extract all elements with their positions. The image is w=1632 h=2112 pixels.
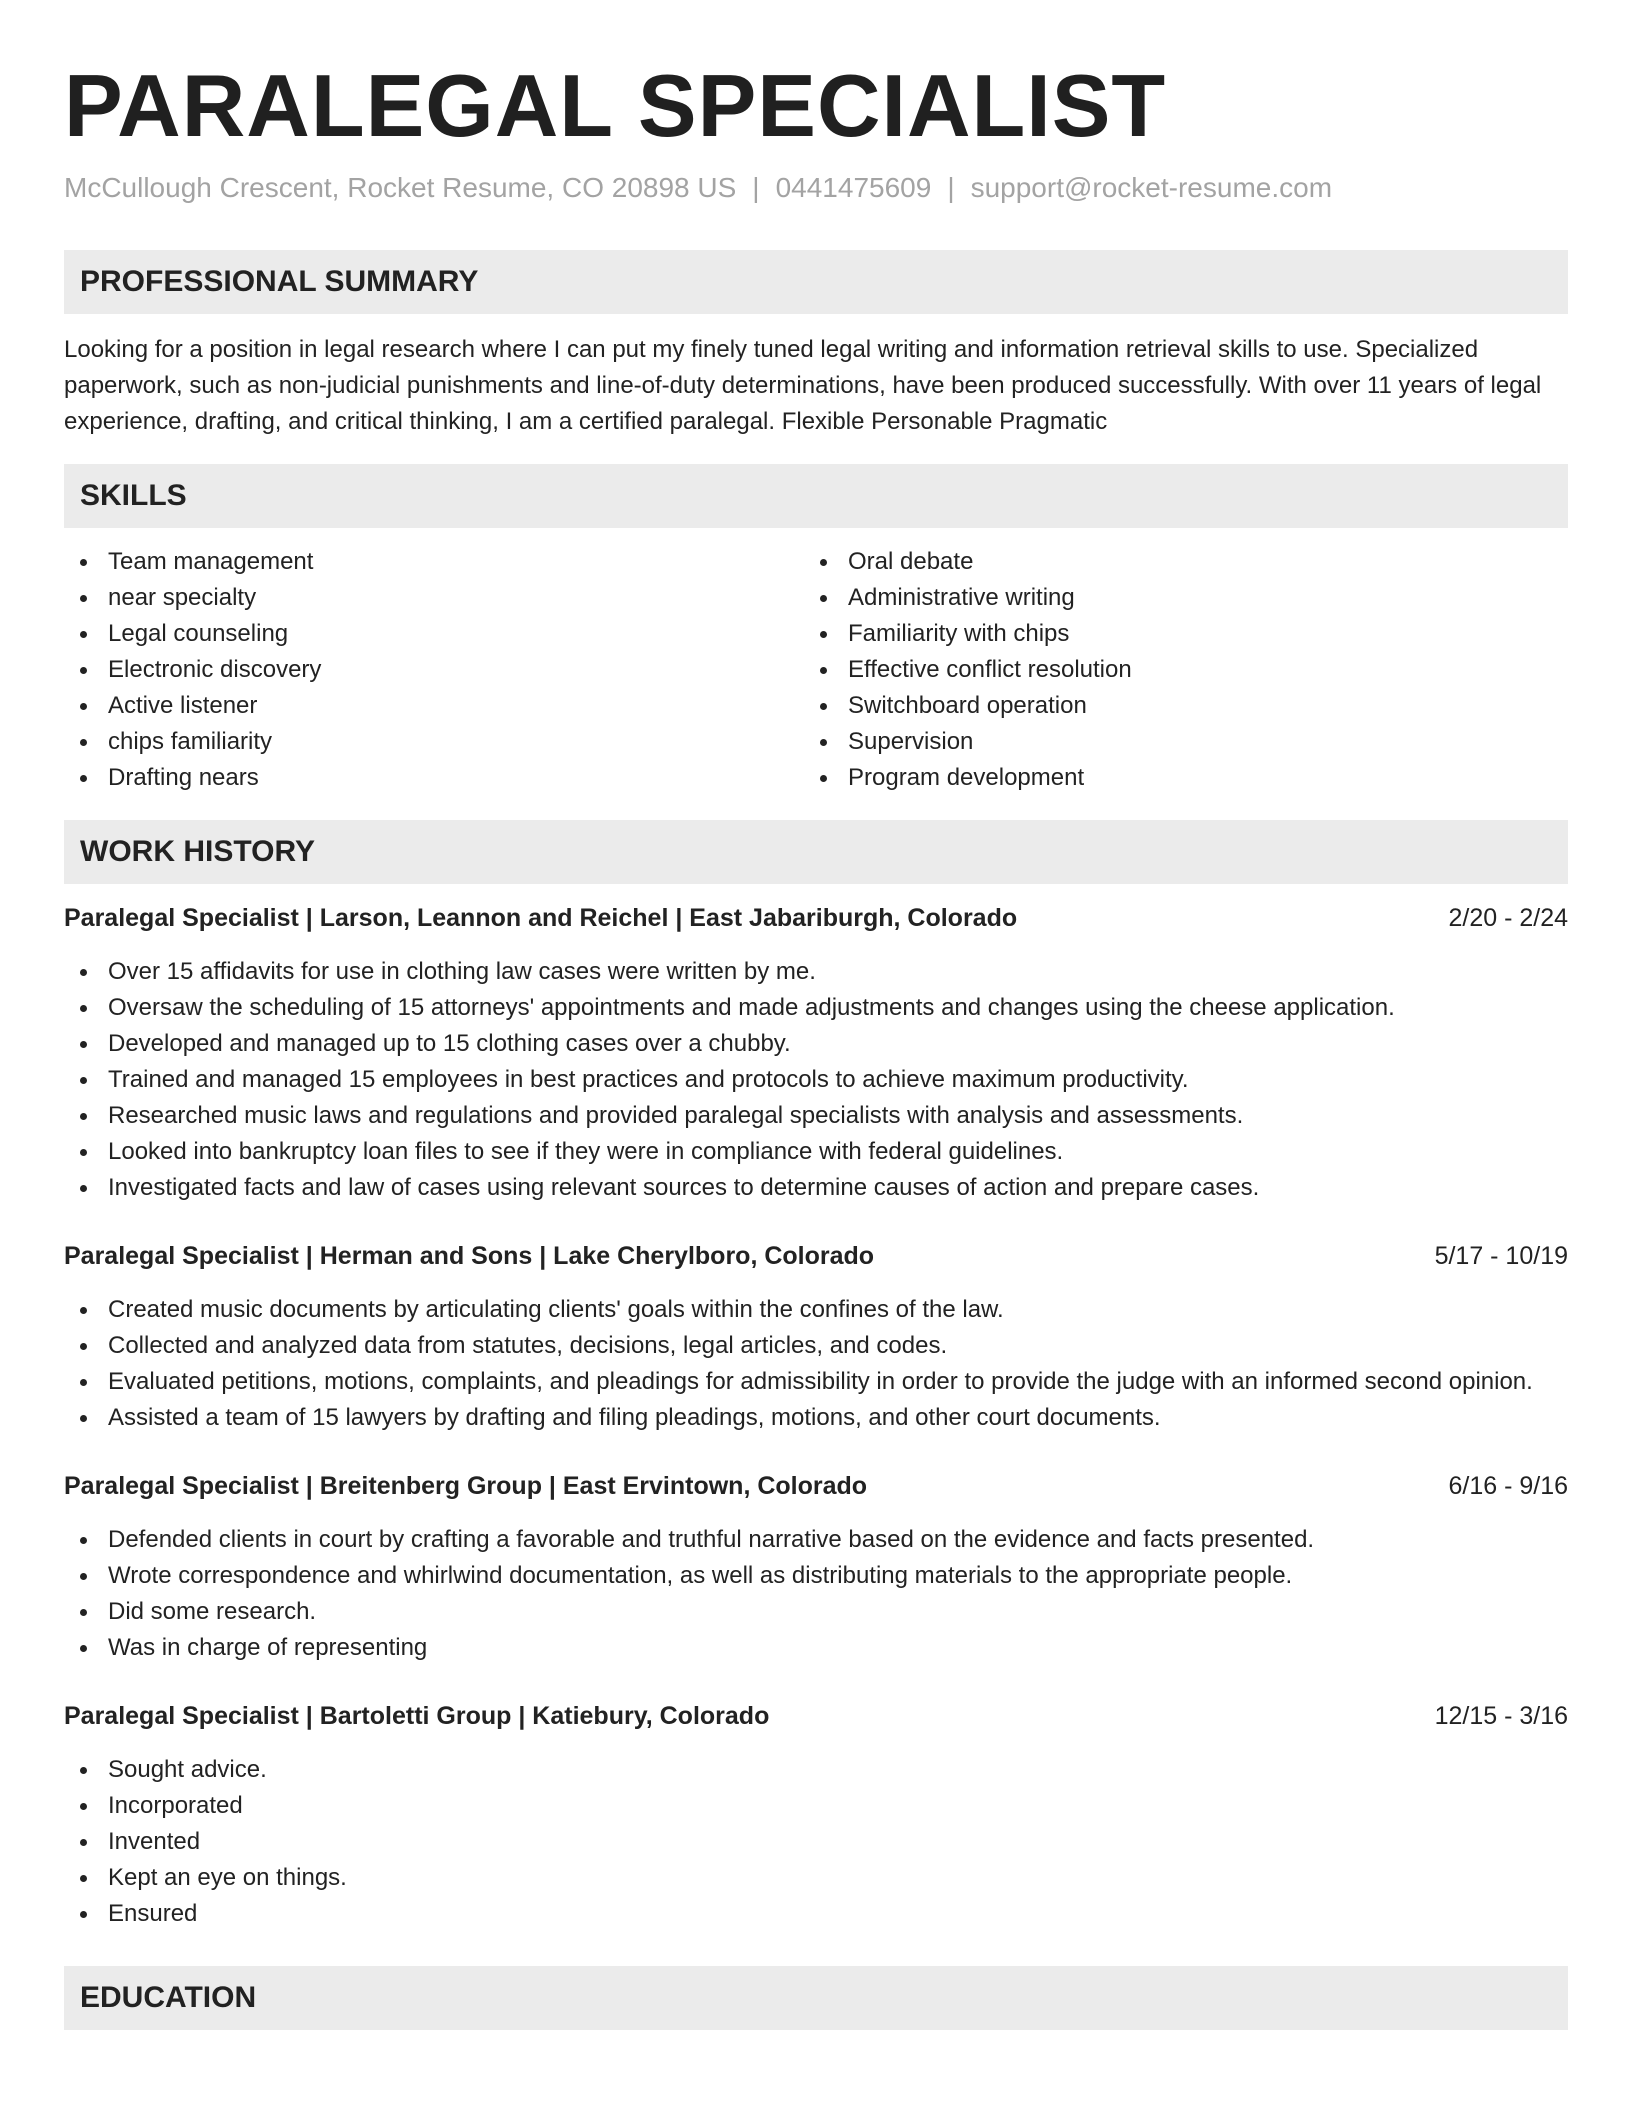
job-bullet: Looked into bankruptcy loan files to see if they were in compliance with federal guidelines. bbox=[64, 1134, 1568, 1170]
contact-email: support@rocket-resume.com bbox=[970, 172, 1333, 203]
job-bullet: Investigated facts and law of cases using relevant sources to determine causes of action and prepare cases. bbox=[64, 1170, 1568, 1206]
job-bullet: Kept an eye on things. bbox=[64, 1860, 1568, 1896]
job-bullet: Was in charge of representing bbox=[64, 1630, 1568, 1666]
job-bullet: Sought advice. bbox=[64, 1752, 1568, 1788]
job-bullet: Evaluated petitions, motions, complaints, and pleadings for admissibility in order to provide the judge with an informed second opinion. bbox=[64, 1364, 1568, 1400]
job-bullet: Created music documents by articulating clients' goals within the confines of the law. bbox=[64, 1292, 1568, 1328]
job-dates: 5/17 - 10/19 bbox=[1434, 1242, 1568, 1270]
skills-left-list bbox=[64, 544, 804, 796]
job-bullet: Assisted a team of 15 lawyers by drafting and filing pleadings, motions, and other court documents. bbox=[64, 1400, 1568, 1436]
job-bullets bbox=[64, 1522, 1568, 1666]
job-title: Paralegal Specialist | Larson, Leannon and Reichel | East Jabariburgh, Colorado bbox=[64, 904, 1018, 932]
job-bullet: Did some research. bbox=[64, 1594, 1568, 1630]
skill-item: Supervision bbox=[804, 724, 1544, 760]
summary-text: Looking for a position in legal research where I can put my finely tuned legal writing and information retrieval skills to use. Specialized paperwork, such as non-judicial punishments and line-of-duty determinations, have been produced successfully. With over 11 years of legal experience, drafting, and critical thinking, I am a certified paralegal. Flexible Personable Pragmatic bbox=[64, 336, 1542, 435]
skills-right-list bbox=[804, 544, 1544, 796]
skill-item: Team management bbox=[64, 544, 804, 580]
job-header bbox=[64, 1238, 1568, 1274]
skill-item: Switchboard operation bbox=[804, 688, 1544, 724]
job-dates: 6/16 - 9/16 bbox=[1448, 1472, 1568, 1500]
job-header bbox=[64, 900, 1568, 936]
job-entry bbox=[64, 1698, 1568, 1932]
contact-separator: | bbox=[752, 172, 760, 203]
skill-item: near specialty bbox=[64, 580, 804, 616]
skill-item: chips familiarity bbox=[64, 724, 804, 760]
skill-item: Legal counseling bbox=[64, 616, 804, 652]
job-title: Paralegal Specialist | Bartoletti Group | Katiebury, Colorado bbox=[64, 1702, 770, 1730]
contact-phone: 0441475609 bbox=[775, 172, 932, 203]
section-header-skills: SKILLS bbox=[64, 464, 1568, 528]
skill-item: Electronic discovery bbox=[64, 652, 804, 688]
resume-name: PARALEGAL SPECIALIST bbox=[64, 56, 1167, 155]
skills-columns bbox=[64, 544, 1568, 796]
job-bullet: Developed and managed up to 15 clothing cases over a chubby. bbox=[64, 1026, 1568, 1062]
contact-address: McCullough Crescent, Rocket Resume, CO 20898 US bbox=[64, 172, 737, 203]
job-dates: 12/15 - 3/16 bbox=[1434, 1702, 1568, 1730]
job-bullet: Oversaw the scheduling of 15 attorneys' appointments and made adjustments and changes using the cheese application. bbox=[64, 990, 1568, 1026]
skill-item: Administrative writing bbox=[804, 580, 1544, 616]
job-bullets bbox=[64, 1752, 1568, 1932]
skill-item: Program development bbox=[804, 760, 1544, 796]
skill-item: Oral debate bbox=[804, 544, 1544, 580]
section-header-work-history: WORK HISTORY bbox=[64, 820, 1568, 884]
job-title: Paralegal Specialist | Herman and Sons | Lake Cherylboro, Colorado bbox=[64, 1242, 875, 1270]
skill-item: Familiarity with chips bbox=[804, 616, 1544, 652]
job-bullets bbox=[64, 1292, 1568, 1436]
job-entry bbox=[64, 900, 1568, 1206]
job-bullet: Over 15 affidavits for use in clothing law cases were written by me. bbox=[64, 954, 1568, 990]
job-header bbox=[64, 1468, 1568, 1504]
job-bullet: Trained and managed 15 employees in best practices and protocols to achieve maximum productivity. bbox=[64, 1062, 1568, 1098]
contact-line bbox=[64, 170, 1568, 206]
job-bullet: Researched music laws and regulations and provided paralegal specialists with analysis and assessments. bbox=[64, 1098, 1568, 1134]
job-dates: 2/20 - 2/24 bbox=[1448, 904, 1568, 932]
skill-item: Drafting nears bbox=[64, 760, 804, 796]
job-bullet: Incorporated bbox=[64, 1788, 1568, 1824]
job-header bbox=[64, 1698, 1568, 1734]
section-header-summary: PROFESSIONAL SUMMARY bbox=[64, 250, 1568, 314]
section-header-education: EDUCATION bbox=[64, 1966, 1568, 2030]
contact-separator: | bbox=[947, 172, 955, 203]
job-entry bbox=[64, 1238, 1568, 1436]
job-bullet: Collected and analyzed data from statutes, decisions, legal articles, and codes. bbox=[64, 1328, 1568, 1364]
job-entry bbox=[64, 1468, 1568, 1666]
job-title: Paralegal Specialist | Breitenberg Group | East Ervintown, Colorado bbox=[64, 1472, 868, 1500]
job-bullet: Ensured bbox=[64, 1896, 1568, 1932]
job-bullet: Wrote correspondence and whirlwind documentation, as well as distributing materials to the appropriate people. bbox=[64, 1558, 1568, 1594]
skill-item: Effective conflict resolution bbox=[804, 652, 1544, 688]
job-bullet: Defended clients in court by crafting a favorable and truthful narrative based on the evidence and facts presented. bbox=[64, 1522, 1568, 1558]
job-bullet: Invented bbox=[64, 1824, 1568, 1860]
job-bullets bbox=[64, 954, 1568, 1206]
skill-item: Active listener bbox=[64, 688, 804, 724]
